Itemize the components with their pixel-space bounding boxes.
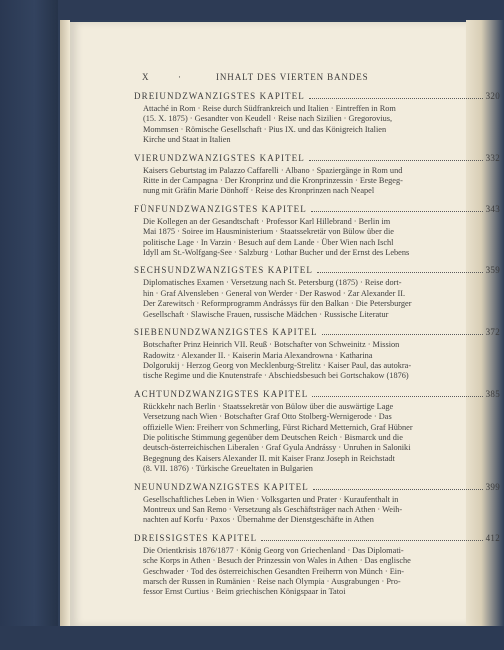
chapter-title: SIEBENUNDZWANZIGSTES KAPITEL [134,327,318,338]
chapter-title: SECHSUNDZWANZIGSTES KAPITEL [134,265,313,276]
chapter-heading [134,388,500,400]
summary-line: Kirche und Staat in Italien [143,135,231,145]
chapter-summary [134,546,500,598]
chapter-entry [134,326,500,382]
chapter-summary [134,104,500,146]
chapter-heading [134,152,500,164]
dot-leader [312,396,482,397]
chapter-entry [134,203,500,259]
chapter-page-number: 385 [485,388,500,399]
summary-line: hin · Graf Alvensleben · General von Werder · Der Raswod · Zar Alexander II. [143,288,406,298]
summary-line: (8. VII. 1876) · Türkische Greueltaten in Bulgarien [143,464,313,474]
page-number: X [142,72,150,82]
summary-line: Rückkehr nach Berlin · Staatssekretär von Bülow über die auswärtige Lage [143,401,394,411]
summary-line: Begegnung des Kaisers Alexander II. mit Kaiser Franz Joseph in Reichstadt [143,453,395,463]
chapter-list [134,90,500,598]
summary-line: nachten auf Korfu · Paxos · Übernahme der Dienstgeschäfte in Athen [143,515,374,525]
summary-line: Versetzung nach Wien · Botschafter Graf Otto Stolberg-Wernigerode · Das [143,412,392,422]
chapter-page-number: 332 [485,152,500,163]
summary-line: Radowitz · Alexander II. · Kaiserin Maria Alexandrowna · Katharina [143,350,373,360]
summary-line: Die Kollegen an der Gesandtschaft · Professor Karl Hillebrand · Berlin im [143,216,391,226]
chapter-title: FÜNFUNDZWANZIGSTES KAPITEL [134,203,307,214]
running-header [134,72,500,90]
book-cover-bottom [0,626,504,650]
chapter-summary [134,340,500,382]
chapter-entry [134,481,500,526]
book-cover-left [0,0,58,650]
summary-line: Idyll am St.-Wolfgang-See · Salzburg · Lothar Bucher und der Ernst des Lebens [143,248,410,258]
chapter-summary [134,402,500,475]
chapter-summary [134,278,500,320]
chapter-page-number: 359 [485,265,500,276]
summary-line: Dolgorukij · Herzog Georg von Mecklenburg-Strelitz · Kaiser Paul, das autokra- [143,360,412,370]
chapter-page-number: 372 [485,327,500,338]
page-gutter [60,20,70,626]
chapter-page-number: 320 [485,91,500,101]
book-page [70,22,500,626]
chapter-page-number: 343 [485,203,500,214]
chapter-title: NEUNUNDZWANZIGSTES KAPITEL [134,481,309,492]
chapter-entry [134,388,500,475]
summary-line: marsch der Russen in Rumänien · Reise nach Olympia · Ausgrabungen · Pro- [143,577,401,586]
chapter-heading [134,326,500,338]
chapter-entry [134,532,500,598]
summary-line: fessor Ernst Curtius · Beim griechischen Königspaar in Tatoi [143,587,346,597]
dot-leader [317,272,483,273]
summary-line: (15. X. 1875) · Gesandter von Keudell · Reise nach Sizilien · Gregorovius, [143,114,393,124]
summary-line: sche Korps in Athen · Besuch der Prinzessin von Wales in Athen · Das englische [143,556,411,566]
chapter-heading [134,203,500,215]
summary-line: Mommsen · Römische Gesellschaft · Pius IX. und das Königreich Italien [143,124,387,134]
dot-leader [261,540,482,541]
chapter-heading [134,90,500,102]
summary-line: Ritte in der Campagna · Der Kronprinz und die Kronprinzessin · Erste Begeg- [143,176,403,186]
summary-line: politische Lage · In Varzin · Besuch auf dem Lande · Über Wien nach Ischl [143,237,394,247]
summary-line: Montreux und San Remo · Versetzung als Geschäftsträger nach Athen · Weih- [143,504,403,514]
chapter-page-number: 412 [485,532,500,543]
chapter-entry [134,264,500,320]
chapter-heading [134,264,500,276]
summary-line: Attaché in Rom · Reise durch Südfrankreich und Italien · Eintreffen in Rom [143,104,396,113]
dot-leader [313,489,483,490]
dot-leader [309,98,483,99]
summary-line: offizielle Wien: Freiherr von Schmerling, Fürst Richard Metternich, Graf Hübner [143,422,413,432]
chapter-entry [134,90,500,146]
dot-leader [309,160,483,161]
book-cover-top [0,0,504,20]
chapter-summary [134,217,500,259]
summary-line: nung mit Gräfin Marie Dönhoff · Reise des Kronprinzen nach Neapel [143,186,375,196]
chapter-entry [134,152,500,197]
dot-leader [311,211,483,212]
summary-line: Diplomatisches Examen · Versetzung nach St. Petersburg (1875) · Reise dort- [143,278,402,288]
chapter-title: VIERUNDZWANZIGSTES KAPITEL [134,152,305,163]
summary-line: Kaisers Geburtstag im Palazzo Caffarelli · Albano · Spaziergänge in Rom und [143,165,403,175]
summary-line: Botschafter Prinz Heinrich VII. Reuß · Botschafter von Schweinitz · Mission [143,340,400,350]
summary-line: Gesellschaftliches Leben in Wien · Volksgarten und Prater · Kuraufenthalt in [143,494,399,504]
chapter-title: DREISSIGSTES KAPITEL [134,532,258,543]
chapter-title: DREIUNDZWANZIGSTES KAPITEL [134,91,305,101]
summary-line: Die Orientkrisis 1876/1877 · König Georg von Griechenland · Das Diplomati- [143,545,404,555]
summary-line: Die politische Stimmung gegenüber dem Deutschen Reich · Bismarck und die [143,432,403,442]
summary-line: Geschwader · Tod des österreichischen Gesandten Freiherrn von Münch · Ein- [143,566,404,576]
running-title: INHALT DES VIERTEN BANDES [216,72,369,82]
summary-line: Mai 1875 · Soiree im Hausministerium · Staatssekretär von Bülow über die [143,227,394,237]
summary-line: Der Zarewitsch · Reformprogramm Andrássys für den Balkan · Die Petersburger [143,299,412,309]
header-separator: · [178,72,182,82]
summary-line: tische Regime und die Knutenstrafe · Abschiedsbesuch bei Gortschakow (1876) [143,371,409,381]
chapter-summary [134,166,500,197]
chapter-page-number: 399 [485,481,500,492]
chapter-summary [134,495,500,526]
dot-leader [322,334,483,335]
chapter-heading [134,481,500,493]
chapter-heading [134,532,500,544]
summary-line: deutsch-österreichischen Liberalen · Graf Gyula Andrássy · Unruhen in Saloniki [143,443,411,453]
summary-line: Gesellschaft · Slawische Frauen, russische Mädchen · Russische Literatur [143,309,389,319]
table-of-contents [134,72,500,604]
chapter-title: ACHTUNDZWANZIGSTES KAPITEL [134,388,309,399]
